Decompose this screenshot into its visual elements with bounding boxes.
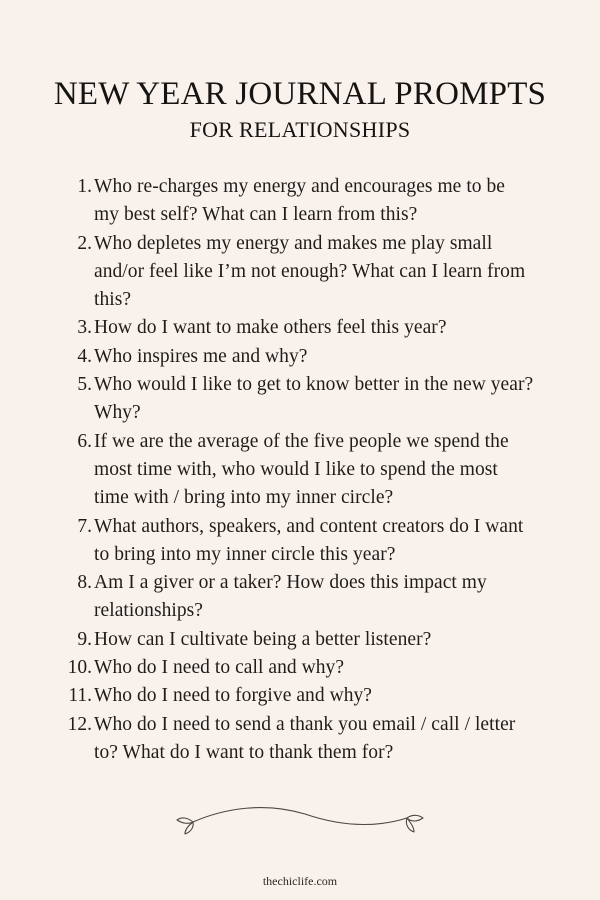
- prompt-number: 7.: [77, 515, 92, 537]
- page-subtitle: FOR RELATIONSHIPS: [189, 117, 411, 142]
- prompt-item: [0, 428, 600, 513]
- website-credit: thechiclife.com: [262, 874, 338, 888]
- prompt-text: Who do I need to send a thank you email / call / letter to? What do I want to thank them for?: [94, 713, 516, 763]
- prompt-text: Who inspires me and why?: [94, 345, 308, 367]
- page-title: NEW YEAR JOURNAL PROMPTS: [53, 76, 547, 112]
- prompt-text: Who depletes my energy and makes me play small and/or feel like I’m not enough? What can I learn from this?: [94, 232, 526, 311]
- prompt-text: How do I want to make others feel this year?: [94, 317, 447, 339]
- prompt-text: If we are the average of the five people we spend the most time with, who would I like to spend the most time with / bring into my inner circle?: [94, 430, 509, 509]
- prompt-text: What authors, speakers, and content creators do I want to bring into my inner circle this year?: [94, 515, 524, 565]
- prompt-number: 3.: [77, 317, 92, 339]
- prompt-item: [0, 626, 600, 654]
- prompt-number: 5.: [77, 374, 92, 396]
- prompt-number: 6.: [77, 430, 92, 452]
- prompt-text: Who do I need to call and why?: [94, 657, 345, 679]
- prompt-number: 1.: [77, 176, 92, 197]
- prompt-item: [0, 513, 600, 570]
- prompt-text: Am I a giver or a taker? How does this impact my relationships?: [94, 572, 487, 622]
- prompt-text: How can I cultivate being a better listener?: [94, 628, 432, 650]
- prompt-number: 4.: [77, 345, 92, 367]
- prompt-number: 9.: [77, 628, 92, 650]
- prompt-text: Who do I need to forgive and why?: [94, 685, 373, 707]
- prompt-number: 2.: [77, 232, 92, 254]
- prompt-number: 11.: [68, 685, 92, 707]
- prompt-number: 10.: [67, 657, 92, 679]
- prompt-item: [0, 682, 600, 710]
- prompt-item: [0, 230, 600, 315]
- prompt-item: [0, 569, 600, 626]
- prompt-number: 12.: [67, 713, 92, 735]
- prompt-number: 8.: [77, 572, 92, 594]
- prompt-item: [0, 711, 600, 768]
- prompt-item: [0, 371, 600, 428]
- leaf-vine-flourish-icon: [175, 800, 425, 840]
- prompt-text: Who re-charges my energy and encourages me to be my best self? What can I learn from this?: [94, 176, 506, 226]
- prompt-list: [0, 173, 600, 767]
- prompt-item: [0, 314, 600, 342]
- prompt-text: Who would I like to get to know better in the new year? Why?: [94, 374, 534, 424]
- prompt-item: [0, 173, 600, 230]
- prompt-item: [0, 343, 600, 371]
- prompt-item: [0, 654, 600, 682]
